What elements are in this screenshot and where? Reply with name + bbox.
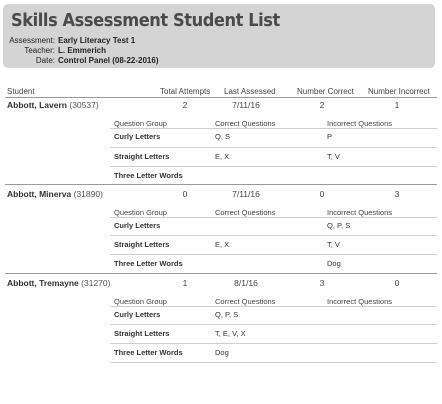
last-assessed-value: 8/1/16: [234, 278, 258, 288]
student-id: (30537): [69, 100, 99, 110]
row-divider: [110, 362, 437, 363]
question-group-name: Three Letter Words: [114, 171, 183, 180]
question-group-name: Curly Letters: [114, 221, 161, 230]
correct-questions: T, E, V, X: [215, 329, 246, 338]
number-incorrect-value: 3: [394, 189, 400, 199]
col-last-assessed: Last Assessed: [224, 87, 276, 96]
student-id: (31890): [73, 189, 103, 199]
row-divider: [110, 324, 437, 325]
sub-col-correct-questions: Correct Questions: [215, 297, 276, 306]
date-line: [5, 56, 158, 66]
row-divider: [110, 147, 437, 148]
student-divider: [5, 273, 437, 274]
correct-questions: Q, S: [215, 132, 231, 141]
student-name: Abbott, Lavern: [7, 100, 67, 110]
row-divider: [110, 235, 437, 236]
incorrect-questions: Dog: [327, 259, 341, 268]
question-group-name: Straight Letters: [114, 240, 170, 249]
page-title: Skills Assessment Student List: [11, 10, 280, 31]
row-divider: [110, 343, 437, 344]
student-id: (31270): [81, 278, 111, 288]
question-group-name: Curly Letters: [114, 132, 161, 141]
header-divider: [5, 97, 437, 98]
question-group-name: Straight Letters: [114, 152, 170, 161]
teacher-value: L. Emmerich: [58, 46, 107, 55]
col-student: Student: [7, 87, 35, 96]
row-divider: [110, 166, 437, 167]
date-label: Date:: [35, 56, 55, 65]
sub-col-incorrect-questions: Incorrect Questions: [327, 297, 393, 306]
report-header: [3, 4, 435, 68]
last-assessed-value: 7/11/16: [232, 189, 260, 199]
sub-col-incorrect-questions: Incorrect Questions: [327, 208, 393, 217]
row-divider: [110, 128, 437, 129]
row-divider: [110, 217, 437, 218]
correct-questions: E, X: [215, 240, 230, 249]
question-group-name: Straight Letters: [114, 329, 170, 338]
number-incorrect-value: 0: [394, 278, 400, 288]
incorrect-questions: P: [327, 132, 333, 141]
question-group-name: Three Letter Words: [114, 259, 183, 268]
assessment-label: Assessment:: [9, 36, 55, 45]
student-name: Abbott, Tremayne: [7, 278, 79, 288]
teacher-label: Teacher:: [24, 46, 55, 55]
sub-col-incorrect-questions: Incorrect Questions: [327, 119, 393, 128]
teacher-line: [5, 46, 106, 56]
assessment-line: [5, 36, 135, 46]
student-row: [7, 189, 103, 199]
question-group-name: Three Letter Words: [114, 348, 183, 357]
col-number-correct: Number Correct: [297, 87, 354, 96]
student-row: [7, 278, 110, 288]
sub-col-question-group: Question Group: [114, 119, 167, 128]
number-correct-value: 3: [319, 278, 325, 288]
sub-col-correct-questions: Correct Questions: [215, 119, 276, 128]
assessment-value: Early Literacy Test 1: [58, 36, 136, 45]
incorrect-questions: T, V: [327, 152, 340, 161]
incorrect-questions: T, V: [327, 240, 340, 249]
total-attempts-value: 0: [182, 189, 188, 199]
correct-questions: Dog: [215, 348, 229, 357]
sub-col-correct-questions: Correct Questions: [215, 208, 276, 217]
question-group-name: Curly Letters: [114, 310, 161, 319]
total-attempts-value: 2: [182, 100, 188, 110]
student-name: Abbott, Minerva: [7, 189, 72, 199]
col-total-attempts: Total Attempts: [160, 87, 211, 96]
row-divider: [110, 254, 437, 255]
sub-col-question-group: Question Group: [114, 297, 167, 306]
student-divider: [5, 184, 437, 185]
sub-col-question-group: Question Group: [114, 208, 167, 217]
number-incorrect-value: 1: [394, 100, 400, 110]
total-attempts-value: 1: [182, 278, 188, 288]
number-correct-value: 2: [319, 100, 325, 110]
correct-questions: E, X: [215, 152, 230, 161]
col-number-incorrect: Number Incorrect: [368, 87, 430, 96]
incorrect-questions: Q, P, S: [327, 221, 351, 230]
date-value: Control Panel (08-22-2016): [58, 56, 159, 65]
last-assessed-value: 7/11/16: [232, 100, 260, 110]
correct-questions: Q, P, S: [215, 310, 239, 319]
number-correct-value: 0: [319, 189, 325, 199]
student-row: [7, 100, 99, 110]
row-divider: [110, 306, 437, 307]
